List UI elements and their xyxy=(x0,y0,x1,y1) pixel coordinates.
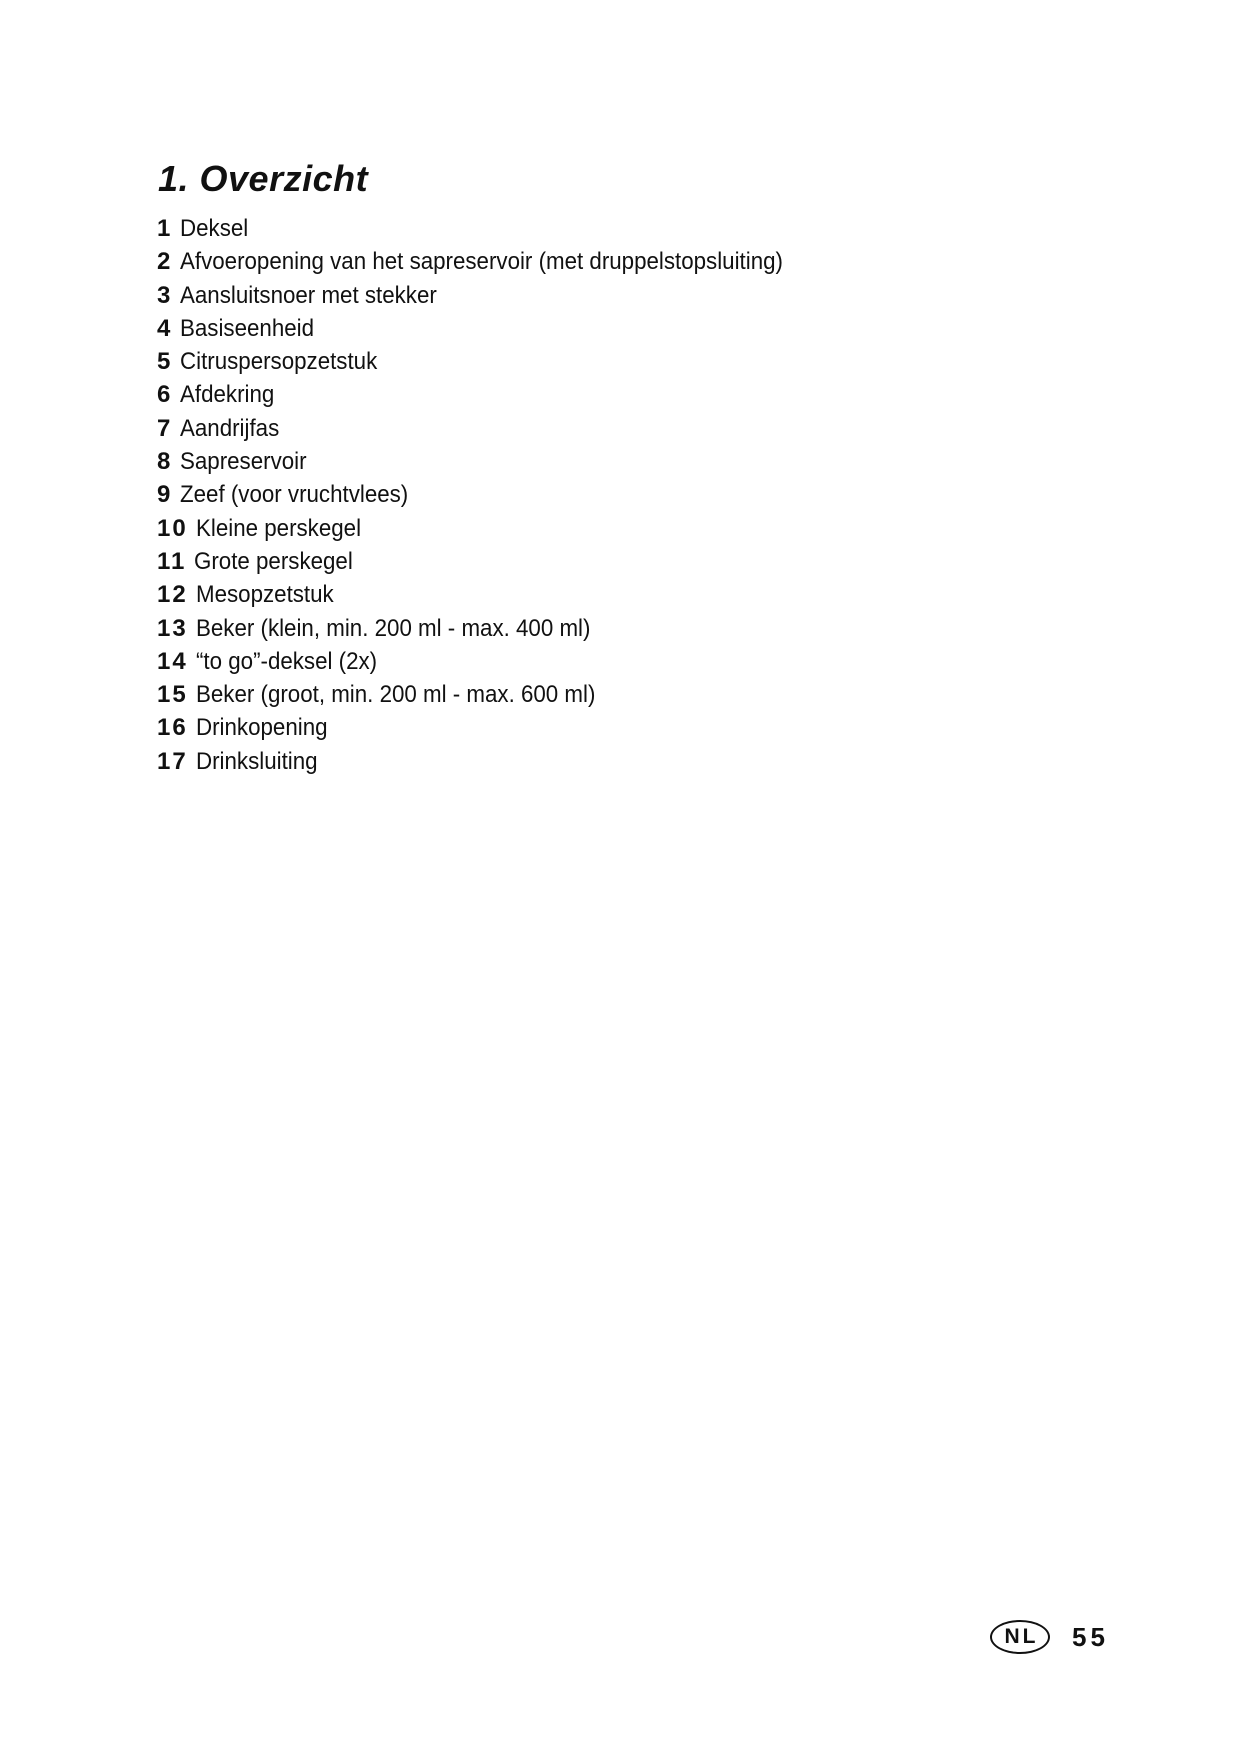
list-item xyxy=(157,545,829,578)
item-number: 7 xyxy=(157,414,173,442)
item-label: Drinkopening xyxy=(195,714,328,742)
list-item xyxy=(157,279,829,312)
page-footer xyxy=(990,1620,1109,1654)
item-label: Citruspersopzetstuk xyxy=(180,348,378,376)
item-label: Kleine perskegel xyxy=(195,514,361,542)
list-item xyxy=(157,412,829,445)
item-number: 15 xyxy=(157,681,188,709)
item-label: Afvoeropening van het sapreservoir (met druppelstopsluiting) xyxy=(180,248,784,276)
list-item xyxy=(157,612,829,645)
item-number: 11 xyxy=(157,547,187,575)
item-label: “to go”-deksel (2x) xyxy=(195,647,377,675)
page-title: 1. Overzicht xyxy=(158,158,369,199)
list-item xyxy=(157,645,829,678)
item-label: Beker (groot, min. 200 ml - max. 600 ml) xyxy=(195,681,596,709)
item-number: 13 xyxy=(157,614,188,642)
list-item xyxy=(157,578,829,611)
list-item xyxy=(157,345,829,378)
item-label: Sapreservoir xyxy=(180,448,307,476)
item-label: Deksel xyxy=(180,215,249,242)
item-number: 2 xyxy=(157,248,173,276)
item-label: Grote perskegel xyxy=(194,547,354,575)
item-number: 16 xyxy=(157,714,188,742)
list-item xyxy=(157,512,829,545)
list-item xyxy=(157,378,829,411)
item-label: Mesopzetstuk xyxy=(195,581,334,609)
item-number: 17 xyxy=(157,747,188,775)
item-number: 8 xyxy=(157,448,173,476)
item-number: 6 xyxy=(157,381,173,409)
item-number: 9 xyxy=(157,481,173,509)
item-label: Afdekring xyxy=(180,381,275,409)
list-item xyxy=(157,711,829,744)
item-number: 5 xyxy=(157,348,173,376)
item-number: 10 xyxy=(157,514,188,542)
item-number: 12 xyxy=(157,581,188,609)
list-item xyxy=(157,245,829,278)
parts-list xyxy=(157,212,829,778)
item-label: Drinksluiting xyxy=(195,747,318,775)
item-number: 1 xyxy=(157,215,173,242)
item-label: Aansluitsnoer met stekker xyxy=(180,281,438,309)
item-number: 3 xyxy=(157,281,173,309)
page-number: 55 xyxy=(1072,1621,1109,1652)
list-item xyxy=(157,312,829,345)
item-number: 14 xyxy=(157,647,188,675)
item-number: 4 xyxy=(157,314,173,342)
item-label: Zeef (voor vruchtvlees) xyxy=(180,481,409,509)
list-item xyxy=(157,478,829,511)
item-label: Basiseenheid xyxy=(180,314,315,342)
item-label: Beker (klein, min. 200 ml - max. 400 ml) xyxy=(195,614,591,642)
list-item xyxy=(157,445,829,478)
list-item xyxy=(157,212,829,245)
list-item xyxy=(157,745,829,778)
list-item xyxy=(157,678,829,711)
item-label: Aandrijfas xyxy=(180,414,280,442)
language-badge: NL xyxy=(990,1620,1050,1654)
